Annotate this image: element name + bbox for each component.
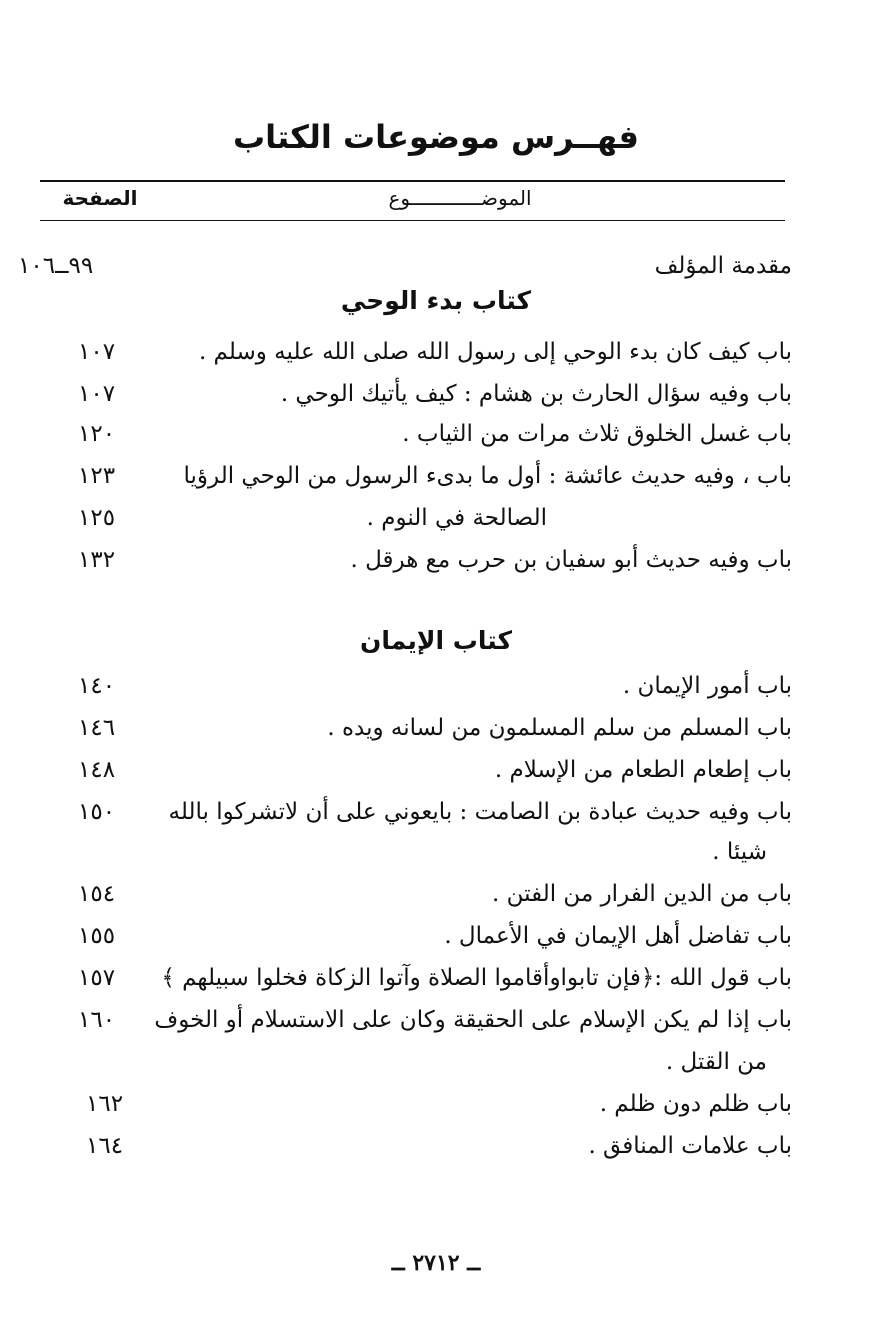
entry-page: ١٦٠ xyxy=(78,1007,116,1033)
entry-page: ٩٩ــ١٠٦ xyxy=(18,253,94,279)
entry-page: ١٦٢ xyxy=(86,1091,124,1117)
entry-text: باب وفيه سؤال الحارث بن هشام : كيف يأتيك الوحي . xyxy=(280,381,792,407)
entry-page: ١٤٨ xyxy=(78,757,116,783)
entry-page: ١٥٠ xyxy=(78,799,116,825)
entry-page: ١٥٤ xyxy=(78,881,116,907)
toc-entry-continuation xyxy=(0,832,872,872)
column-header-subject: الموضــــــــــــوع xyxy=(388,186,532,210)
entry-text: باب ظلم دون ظلم . xyxy=(599,1091,792,1117)
toc-entry xyxy=(0,414,872,454)
entry-text: باب من الدين الفرار من الفتن . xyxy=(492,881,792,907)
toc-entry xyxy=(0,708,872,748)
entry-page: ١٢٥ xyxy=(78,505,116,531)
section-heading-revelation: كتاب بدء الوحي xyxy=(340,286,532,315)
section-heading-faith: كتاب الإيمان xyxy=(359,626,512,655)
page-title: فهــرس موضوعات الكتاب xyxy=(232,118,639,156)
toc-entry-continuation xyxy=(0,498,872,538)
header-top-rule xyxy=(40,180,785,182)
column-header-page: الصفحة xyxy=(62,186,138,210)
toc-entry xyxy=(0,332,872,372)
entry-text: باب وفيه حديث عبادة بن الصامت : بايعوني على أن لاتشركوا بالله xyxy=(168,799,792,825)
entry-text: باب وفيه حديث أبو سفيان بن حرب مع هرقل . xyxy=(350,547,792,573)
entry-page: ١٥٥ xyxy=(78,923,116,949)
header-bottom-rule xyxy=(40,220,785,221)
toc-entry xyxy=(0,1000,872,1040)
toc-entry xyxy=(0,540,872,580)
entry-text: باب المسلم من سلم المسلمون من لسانه ويده . xyxy=(327,715,792,741)
entry-page: ١٠٧ xyxy=(78,381,116,407)
entry-text: شيئا . xyxy=(712,839,767,865)
toc-entry xyxy=(0,1084,872,1124)
page-number: ــ ٢٧١٢ ــ xyxy=(391,1250,481,1276)
toc-entry-intro xyxy=(0,246,872,286)
toc-entry xyxy=(0,916,872,956)
toc-entry-continuation xyxy=(0,1042,872,1082)
entry-text: باب كيف كان بدء الوحي إلى رسول الله صلى الله عليه وسلم . xyxy=(198,339,792,365)
entry-text: باب غسل الخلوق ثلاث مرات من الثياب . xyxy=(402,421,792,447)
toc-entry xyxy=(0,750,872,790)
toc-entry xyxy=(0,666,872,706)
entry-text: باب ، وفيه حديث عائشة : أول ما بدىء الرسول من الوحي الرؤيا xyxy=(183,463,792,489)
entry-page: ١٦٤ xyxy=(86,1133,124,1159)
toc-entry xyxy=(0,456,872,496)
entry-page: ١٥٧ xyxy=(78,965,116,991)
entry-text: باب قول الله :﴿فإن تابواوأقاموا الصلاة وآتوا الزكاة فخلوا سبيلهم ﴾ xyxy=(161,965,792,991)
entry-text: باب تفاضل أهل الإيمان في الأعمال . xyxy=(444,923,792,949)
entry-text: مقدمة المؤلف xyxy=(654,253,792,279)
entry-text: باب أمور الإيمان . xyxy=(622,673,792,699)
toc-entry xyxy=(0,1126,872,1166)
entry-page: ١٣٢ xyxy=(78,547,116,573)
toc-entry xyxy=(0,374,872,414)
entry-text: باب إطعام الطعام من الإسلام . xyxy=(494,757,792,783)
entry-text: باب علامات المنافق . xyxy=(588,1133,792,1159)
entry-page: ١٢٠ xyxy=(78,421,116,447)
entry-text: الصالحة في النوم . xyxy=(366,505,547,531)
entry-page: ١٠٧ xyxy=(78,339,116,365)
entry-page: ١٤٦ xyxy=(78,715,116,741)
entry-page: ١٢٣ xyxy=(78,463,116,489)
toc-entry xyxy=(0,874,872,914)
toc-entry xyxy=(0,792,872,832)
toc-entry xyxy=(0,958,872,998)
entry-text: من القتل . xyxy=(665,1049,767,1075)
entry-page: ١٤٠ xyxy=(78,673,116,699)
entry-text: باب إذا لم يكن الإسلام على الحقيقة وكان على الاستسلام أو الخوف xyxy=(154,1007,792,1033)
